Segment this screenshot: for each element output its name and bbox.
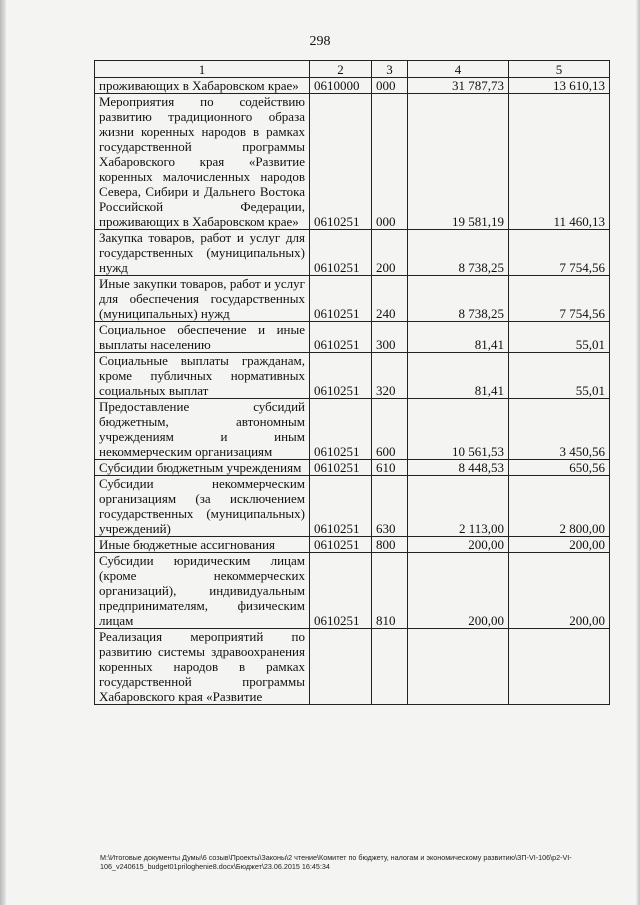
header-col-3: 3 <box>372 61 408 78</box>
row-name: Субсидии бюджетным учреждениям <box>95 460 310 476</box>
row-sum-1: 8 448,53 <box>408 460 509 476</box>
row-expense-type: 800 <box>372 537 408 553</box>
table-row <box>95 276 610 322</box>
row-sum-2: 55,01 <box>509 322 610 353</box>
row-target-code: 0610251 <box>310 94 372 230</box>
row-target-code: 0610251 <box>310 460 372 476</box>
row-name: проживающих в Хабаровском крае» <box>95 78 310 94</box>
row-sum-2: 200,00 <box>509 553 610 629</box>
row-sum-1: 19 581,19 <box>408 94 509 230</box>
row-expense-type: 810 <box>372 553 408 629</box>
row-sum-1: 81,41 <box>408 322 509 353</box>
table-row <box>95 322 610 353</box>
row-target-code: 0610251 <box>310 537 372 553</box>
table-row <box>95 94 610 230</box>
page-number: 298 <box>309 34 331 49</box>
row-sum-1: 81,41 <box>408 353 509 399</box>
row-target-code <box>310 629 372 705</box>
table-row <box>95 230 610 276</box>
row-sum-1: 2 113,00 <box>408 476 509 537</box>
table-row <box>95 629 610 705</box>
row-expense-type <box>372 629 408 705</box>
row-expense-type: 300 <box>372 322 408 353</box>
row-expense-type: 000 <box>372 78 408 94</box>
row-expense-type: 240 <box>372 276 408 322</box>
row-sum-2: 13 610,13 <box>509 78 610 94</box>
row-sum-1: 31 787,73 <box>408 78 509 94</box>
row-sum-1: 10 561,53 <box>408 399 509 460</box>
row-name: Закупка товаров, работ и услуг для государственных (муниципальных) нужд <box>95 230 310 276</box>
header-col-2: 2 <box>310 61 372 78</box>
table-header-row <box>95 61 610 78</box>
row-name: Иные бюджетные ассигнования <box>95 537 310 553</box>
row-sum-2: 3 450,56 <box>509 399 610 460</box>
row-target-code: 0610251 <box>310 399 372 460</box>
scan-edge-right <box>636 0 640 905</box>
row-expense-type: 630 <box>372 476 408 537</box>
row-name: Предоставление субсидий бюджетным, автономным учреждениям и иным некоммерческим организациям <box>95 399 310 460</box>
row-target-code: 0610000 <box>310 78 372 94</box>
document-path-footer: M:\Итоговые документы Думы\6 созыв\Проекты\Законы\2 чтение\Комитет по бюджету, налогам и экономическому развитию\ЗП-VI-106\p2-VI-106_v240615_budget01priloghenie8.docx\Бюджет\23.06.2015 16:45:34 <box>100 853 572 871</box>
table-row <box>95 353 610 399</box>
header-col-1: 1 <box>95 61 310 78</box>
row-target-code: 0610251 <box>310 476 372 537</box>
row-sum-1: 8 738,25 <box>408 230 509 276</box>
row-target-code: 0610251 <box>310 276 372 322</box>
row-name: Мероприятия по содействию развитию традиционного образа жизни коренных народов в рамках государственной программы Хабаровского края «Развитие коренных малочисленных народов Севера, Сибири и Дальнего Востока Российской Федерации, проживающих в Хабаровском крае» <box>95 94 310 230</box>
row-sum-1 <box>408 629 509 705</box>
scan-edge-left <box>0 0 6 905</box>
row-expense-type: 610 <box>372 460 408 476</box>
header-col-4: 4 <box>408 61 509 78</box>
row-target-code: 0610251 <box>310 353 372 399</box>
table-row <box>95 553 610 629</box>
row-expense-type: 000 <box>372 94 408 230</box>
row-expense-type: 200 <box>372 230 408 276</box>
row-expense-type: 320 <box>372 353 408 399</box>
row-target-code: 0610251 <box>310 230 372 276</box>
row-sum-1: 8 738,25 <box>408 276 509 322</box>
table-row <box>95 460 610 476</box>
header-col-5: 5 <box>509 61 610 78</box>
row-sum-2: 650,56 <box>509 460 610 476</box>
row-sum-2 <box>509 629 610 705</box>
row-name: Субсидии некоммерческим организациям (за исключением государственных (муниципальных) учреждений) <box>95 476 310 537</box>
row-name: Социальное обеспечение и иные выплаты населению <box>95 322 310 353</box>
row-sum-2: 11 460,13 <box>509 94 610 230</box>
row-name: Иные закупки товаров, работ и услуг для обеспечения государственных (муниципальных) нужд <box>95 276 310 322</box>
row-sum-1: 200,00 <box>408 537 509 553</box>
table-row <box>95 78 610 94</box>
row-target-code: 0610251 <box>310 322 372 353</box>
row-sum-2: 7 754,56 <box>509 276 610 322</box>
row-name: Субсидии юридическим лицам (кроме некоммерческих организаций), индивидуальным предпринимателям, физическим лицам <box>95 553 310 629</box>
row-sum-2: 55,01 <box>509 353 610 399</box>
row-name: Социальные выплаты гражданам, кроме публичных нормативных социальных выплат <box>95 353 310 399</box>
row-sum-2: 2 800,00 <box>509 476 610 537</box>
table-row <box>95 537 610 553</box>
row-expense-type: 600 <box>372 399 408 460</box>
table-row <box>95 399 610 460</box>
row-target-code: 0610251 <box>310 553 372 629</box>
row-sum-1: 200,00 <box>408 553 509 629</box>
row-sum-2: 200,00 <box>509 537 610 553</box>
row-sum-2: 7 754,56 <box>509 230 610 276</box>
budget-table <box>94 60 610 705</box>
row-name: Реализация мероприятий по развитию системы здравоохранения коренных народов в рамках государственной программы Хабаровского края «Развитие <box>95 629 310 705</box>
table-row <box>95 476 610 537</box>
